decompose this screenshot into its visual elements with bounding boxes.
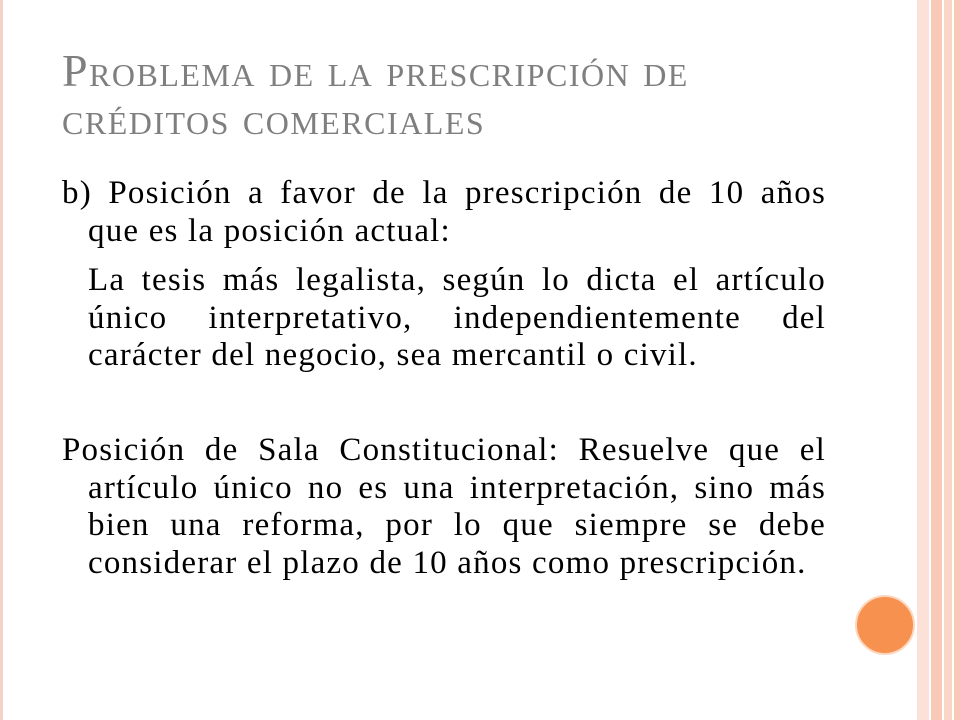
paragraph-sala-constitucional — [62, 432, 826, 582]
slide-title: Problema de la prescripción de créditos comerciales — [62, 45, 689, 144]
text-line: carácter del negocio, sea mercantil o civil. — [88, 337, 698, 373]
text-line: considerar el plazo de 10 años como prescripción. — [88, 544, 807, 581]
decor-stripe-1 — [917, 0, 929, 720]
left-border-decoration — [0, 0, 3, 720]
paragraph-tesis-legalista — [62, 262, 826, 375]
paragraph-favor-10-anos — [62, 175, 826, 250]
decor-stripe-4 — [954, 0, 960, 720]
text-line: bien una reforma, por lo que siempre se debe — [88, 507, 826, 543]
decor-stripe-2 — [931, 0, 942, 720]
text-line: único interpretativo, independientemente del — [88, 299, 826, 336]
text-line: artículo único no es una interpretación, sino más — [88, 469, 826, 506]
text-line: La tesis más legalista, según lo dicta el artículo — [88, 262, 826, 298]
orange-circle-decoration — [855, 595, 915, 655]
text-line: que es la posición actual: — [88, 212, 451, 249]
decor-stripe-3 — [944, 0, 952, 720]
text-line: b) Posición a favor de la prescripción de 10 años — [62, 175, 826, 211]
slide-body — [62, 175, 826, 582]
text-line: Posición de Sala Constitucional: Resuelve que el — [62, 432, 826, 468]
